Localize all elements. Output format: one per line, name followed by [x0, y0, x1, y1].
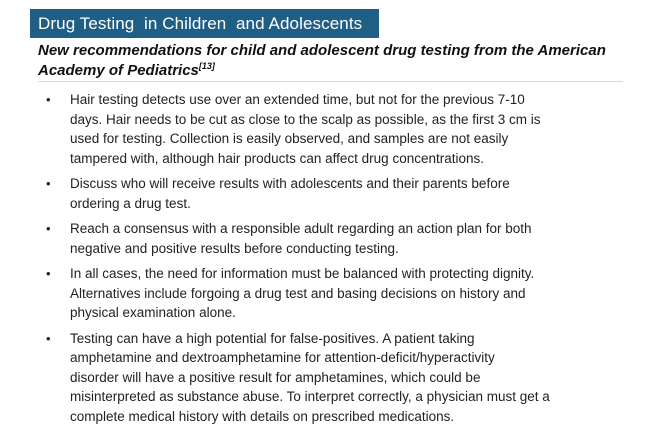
slide-title: Drug Testing in Children and Adolescents — [38, 14, 363, 33]
bullet-item — [36, 90, 606, 168]
bullet-item — [36, 219, 606, 258]
bullet-text: In all cases, the need for information must be balanced with protecting dignity. Alternatives include forgoing a drug test and basing decisions on history and physical examination alone. — [70, 266, 535, 320]
bullet-text: Reach a consensus with a responsible adult regarding an action plan for both negative and positive results before conducting testing. — [70, 221, 532, 256]
bullet-icon: • — [46, 221, 51, 236]
bullet-list — [36, 90, 606, 432]
reference-superscript: [13] — [198, 61, 215, 71]
slide-subtitle — [38, 41, 618, 81]
bullet-icon: • — [46, 92, 51, 107]
bullet-icon: • — [46, 176, 51, 191]
bullet-icon: • — [46, 330, 51, 346]
bullet-item — [36, 329, 606, 427]
bullet-text: Testing can have a high potential for false-positives. A patient taking amphetamine and dextroamphetamine for attention-deficit/hyperactivity disorder will have a positive result for amphetamines, which could be misinterpreted as substance abuse. To interpret correctly, a physician must get a complete medical history with details on prescribed medications. — [70, 330, 550, 424]
bullet-text: Discuss who will receive results with adolescents and their parents before ordering a drug test. — [70, 176, 510, 211]
subtitle-text: New recommendations for child and adolescent drug testing from the American Academy of Pediatrics — [38, 42, 606, 79]
bullet-text: Hair testing detects use over an extended time, but not for the previous 7-10 days. Hair needs to be cut as close to the scalp as possible, as the first 3 cm is used for testing. Collection is easily observed, and samples are not easily tampered with, although hair products can affect drug concentrations. — [70, 92, 541, 166]
title-banner — [30, 9, 379, 38]
divider-line — [38, 81, 623, 82]
bullet-item — [36, 264, 606, 323]
bullet-item — [36, 174, 606, 213]
bullet-icon: • — [46, 266, 51, 281]
